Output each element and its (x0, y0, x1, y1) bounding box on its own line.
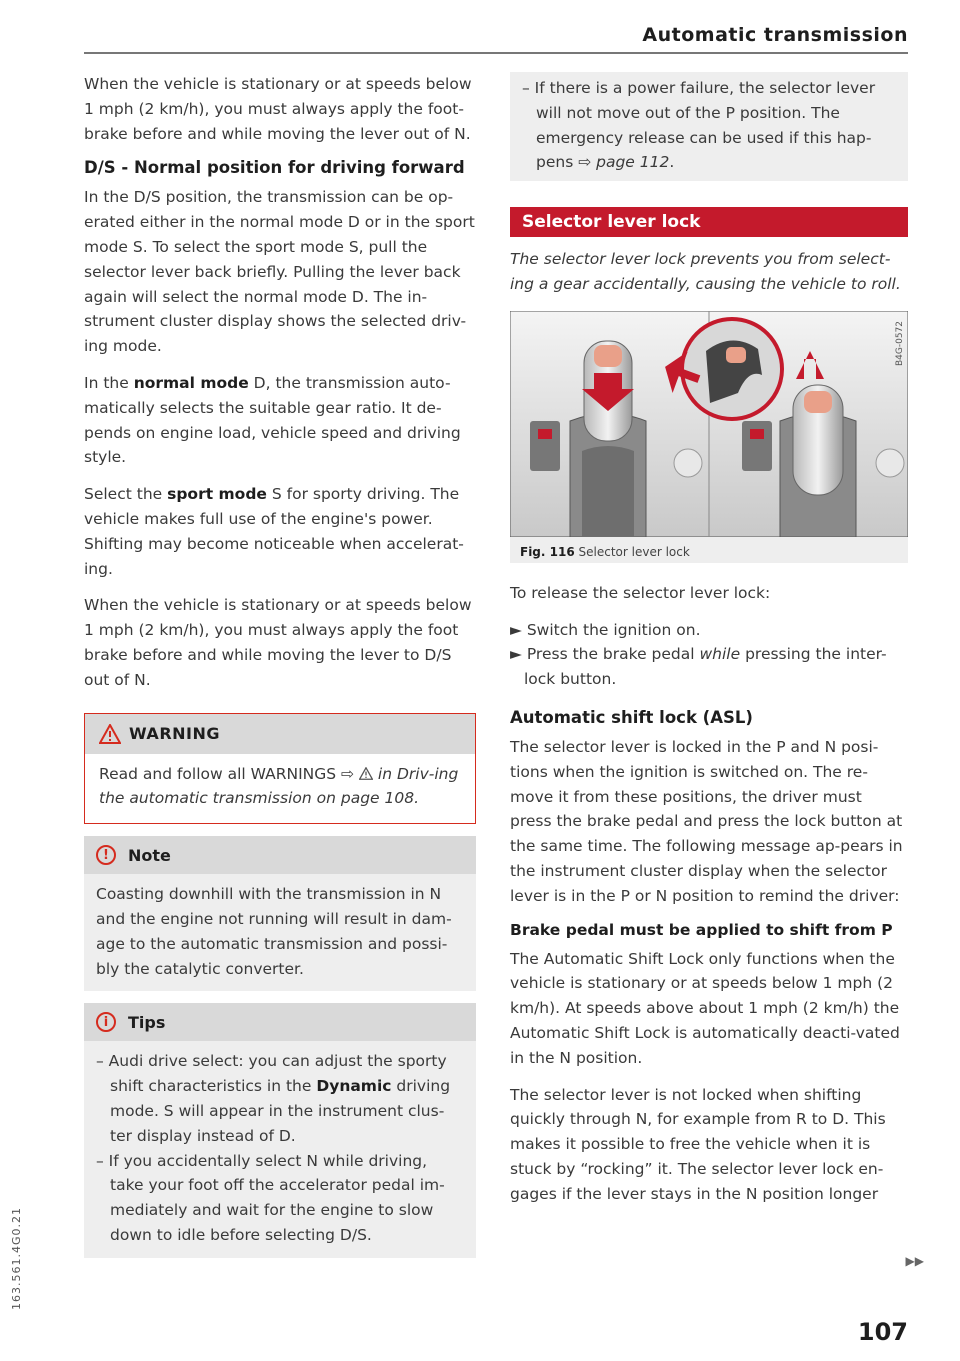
note-body: Coasting downhill with the transmission in N and the engine not running will result in dam-age to the automatic transmission and possi-bly the catalytic converter. (96, 885, 452, 978)
dynamic-term: Dynamic (316, 1077, 392, 1096)
rocking-paragraph: The selector lever is not locked when shifting quickly through N, for example from R to D. This makes it possible to free the vehicle when it is stuck by “rocking” it. The selector lever lock en-gages if the lever stays in the N position longer (510, 1085, 886, 1203)
asl-paragraph: The selector lever is locked in the P and N posi-tions when the ignition is switched on. The re-move it from these positions, the driver must press the brake pedal and press the lock button at the same time. The following message ap-pears in the instrument cluster display when the selector lever is in the P or N position to remind the driver: (510, 737, 903, 905)
warning-title: WARNING (129, 724, 220, 744)
tips-header (84, 1003, 476, 1041)
warning-symbol-icon (359, 767, 373, 780)
note-header (84, 836, 476, 874)
right-column (510, 72, 908, 1207)
tips-body (84, 1041, 476, 1257)
note-exclamation-icon: ! (96, 845, 116, 865)
tips-box (84, 1003, 476, 1257)
instruction-step: ► Switch the ignition on. (510, 620, 701, 639)
figure-116 (510, 311, 908, 563)
warning-body: Read and follow all WARNINGS ⇨ in Driv-ing the automatic transmission on page 108. (99, 764, 459, 808)
warning-triangle-icon (99, 724, 121, 744)
release-intro: To release the selector lever lock: (510, 583, 771, 602)
figure-caption: Fig. 116 Selector lever lock (520, 544, 690, 559)
info-icon: i (96, 1012, 116, 1032)
cross-reference-link[interactable]: ⇨ (341, 764, 355, 783)
tip-item: – Audi drive select: you can adjust the sporty shift characteristics in the Dynamic driving mode. S will appear in the instrument clus-ter display instead of D. (96, 1052, 451, 1145)
normal-mode-paragraph: In the normal mode D, the transmission auto-matically selects the suitable gear ratio. It de-pends on engine load, vehicle speed and driving style. (84, 373, 461, 467)
stationary-paragraph: When the vehicle is stationary or at speeds below 1 mph (2 km/h), you must always apply the foot brake before and while moving the lever to D/S out of N. (84, 596, 472, 689)
note-title: Note (128, 845, 171, 865)
normal-mode-term: normal mode (133, 373, 249, 392)
page-number: 107 (857, 1318, 908, 1346)
heading-brake-message: Brake pedal must be applied to shift from P (510, 920, 893, 939)
selector-lever-illustration (510, 311, 908, 537)
tips-title: Tips (128, 1012, 166, 1032)
warning-header (85, 714, 475, 754)
tip-item: – If you accidentally select N while driving, take your foot off the accelerator pedal im-mediately and wait for the engine to slow down to idle before selecting D/S. (96, 1151, 445, 1244)
ds-paragraph: In the D/S position, the transmission can be op-erated either in the normal mode D or in the sport mode S. To select the sport mode S, pull the selector lever back briefly. Pulling the lever back again will select the normal mode D. The in-strument cluster display shows the selected driv-ing mode. (84, 188, 475, 356)
running-header-title: Automatic transmission (642, 24, 908, 46)
sport-mode-term: sport mode (167, 485, 267, 504)
section-intro: The selector lever lock prevents you from select-ing a gear accidentally, causing the vehicle to roll. (510, 250, 901, 293)
figure-label: Fig. 116 (520, 544, 575, 559)
header-rule (84, 52, 908, 54)
sport-mode-paragraph: Select the sport mode S for sporty driving. The vehicle makes full use of the engine's power. Shifting may become noticeable when accelerat-ing. (84, 485, 464, 578)
section-heading-bar: Selector lever lock (510, 207, 908, 237)
left-column (84, 72, 476, 1258)
continue-arrow-icon: ▶▶ (905, 1254, 924, 1268)
intro-paragraph: When the vehicle is stationary or at speeds below 1 mph (2 km/h), you must always apply the foot-brake before and while moving the lever out of N. (84, 75, 472, 143)
asl-speed-paragraph: The Automatic Shift Lock only functions when the vehicle is stationary or at speeds below 1 mph (2 km/h). At speeds above about 1 mph (2 km/h) the Automatic Shift Lock is automatically deacti-vated in the N position. (510, 949, 900, 1067)
figure-code: B4G-0572 (895, 320, 905, 366)
warning-box (84, 713, 476, 825)
note-box (84, 836, 476, 991)
heading-ds-position: D/S - Normal position for driving forward (84, 158, 465, 178)
instruction-step: ► Press the brake pedal while pressing the inter-lock button. (510, 645, 887, 689)
page-reference-link[interactable]: ⇨ page 112 (578, 153, 670, 172)
side-document-code: 163.561.4G0.21 (10, 1207, 23, 1310)
power-failure-note: – If there is a power failure, the selector lever will not move out of the P position. The emergency release can be used if this hap-pens ⇨ page 112. (510, 72, 908, 181)
heading-asl: Automatic shift lock (ASL) (510, 707, 753, 727)
